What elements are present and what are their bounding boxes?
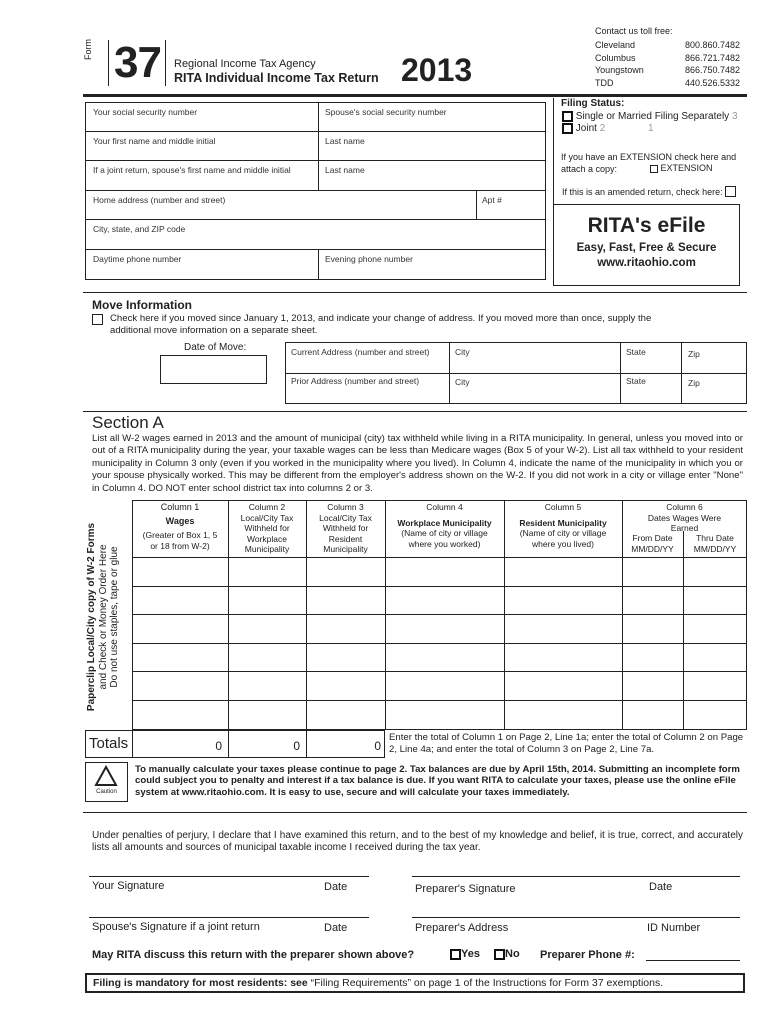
single-checkbox[interactable] [562, 111, 573, 122]
section-rule [83, 292, 747, 293]
spouse-ssn-field[interactable]: Spouse's social security number [325, 107, 447, 117]
col6-num: Column 6 [666, 502, 703, 512]
totals-note: Enter the total of Column 1 on Page 2, Line 1a; enter the total of Column 2 on Page 2, Line 4a; and enter the total of Column 3 on Page 2, Line 7a. [389, 732, 744, 755]
section-rule [83, 812, 747, 813]
caution-label: Caution [96, 789, 117, 795]
row-divider [85, 131, 546, 132]
col5-header [504, 502, 622, 549]
row-divider [285, 373, 747, 374]
preparer-phone-label: Preparer Phone #: [540, 949, 635, 961]
discuss-yes-option[interactable] [450, 948, 480, 960]
total-col2[interactable]: 0 [293, 739, 300, 753]
preparer-date-label: Date [649, 881, 673, 893]
mandatory-bold: Filing is mandatory for most residents: see [93, 977, 308, 989]
col6-from-header: From Date MM/DD/YY [631, 533, 674, 554]
side-note [86, 522, 121, 712]
col1-sub: (Greater of Box 1, 5 or 18 from W-2) [142, 530, 218, 551]
joint-checkbox[interactable] [562, 123, 573, 134]
current-zip-field[interactable]: Zip [688, 349, 700, 359]
col3-header [306, 502, 385, 555]
discuss-no-option[interactable] [494, 948, 520, 960]
date-label: Date [324, 881, 348, 893]
id-number-label: ID Number [647, 922, 701, 934]
mandatory-rest: “Filing Requirements” on page 1 of the Instructions for Form 37 exemptions. [310, 977, 664, 989]
signature-line[interactable] [89, 876, 369, 877]
col6-header [622, 502, 747, 534]
prior-zip-field[interactable]: Zip [688, 378, 700, 388]
totals-label: Totals [89, 735, 129, 752]
amended-text: If this is an amended return, check here: [562, 187, 723, 197]
section-rule [83, 411, 747, 412]
form-number-divider-right [165, 40, 166, 86]
section-a-heading: Section A [92, 413, 164, 432]
contact-phone: 866.750.7482 [685, 65, 741, 75]
city-state-zip-field[interactable]: City, state, and ZIP code [93, 224, 186, 234]
col6-thru-header: Thru Date MM/DD/YY [693, 533, 737, 554]
table-row-divider [132, 643, 747, 644]
col1-title: Wages [165, 516, 195, 526]
no-checkbox[interactable] [494, 949, 505, 960]
col-divider [318, 102, 319, 190]
preparer-phone-line[interactable] [646, 960, 740, 961]
spouse-signature-line[interactable] [89, 917, 369, 918]
date-of-move-input[interactable] [160, 355, 267, 384]
spouse-first-name-field[interactable]: If a joint return, spouse's first name and middle initial [93, 165, 291, 175]
contact-city: Cleveland [595, 40, 636, 50]
spouse-last-name-field[interactable]: Last name [325, 165, 365, 175]
col3-title: Local/City Tax Withheld for Resident Municipality [319, 512, 372, 554]
amended-checkbox[interactable] [725, 186, 736, 197]
extension-checkbox[interactable] [650, 165, 658, 173]
spouse-signature-label: Spouse's Signature if a joint return [92, 921, 260, 933]
efile-title: RITA's eFile [587, 214, 706, 237]
col4-title: Workplace Municipality [397, 517, 492, 528]
eve-phone-field[interactable]: Evening phone number [325, 254, 413, 264]
day-phone-field[interactable]: Daytime phone number [93, 254, 182, 264]
table-col-divider [683, 531, 684, 730]
col-divider [476, 190, 477, 219]
preparer-signature-label: Preparer's Signature [415, 883, 516, 895]
table-header-divider [132, 557, 747, 558]
caution-icon [94, 765, 118, 792]
current-state-field[interactable]: State [626, 347, 646, 357]
contact-phone: 440.526.5332 [685, 77, 741, 88]
single-label: Single or Married Filing Separately [575, 111, 730, 123]
contact-city: TDD [595, 77, 614, 88]
date-of-move-label: Date of Move: [184, 342, 247, 353]
yes-label: Yes [461, 948, 480, 960]
col-divider [681, 342, 682, 404]
contact-phone: 866.721.7482 [685, 52, 741, 63]
section-a-paragraph: List all W-2 wages earned in 2013 and the amount of municipal (city) tax withheld while living in a RITA municipality. In general, unless you moved into or out of a RITA municipality during the year, your taxable wages can be less than Medicare wages (Box 5 of your W-2). List all tax withheld to your resident municipality in Column 3 only (even if you worked in the municipality where you lived). In Column 4, indicate the name of the municipality in which you or your spouse physically worked. This may be different from the employer's address shown on the W-2. If you did not work in a city or village enter "None" in Column 4. DO NOT enter school district tax into columns 2 or 3. [92, 433, 743, 494]
joint-code: 2 [599, 123, 606, 135]
form-number: 37 [114, 38, 161, 87]
tax-year: 2013 [401, 52, 473, 88]
prior-state-field[interactable]: State [626, 376, 646, 386]
your-signature-label: Your Signature [92, 880, 165, 892]
form-number-divider [108, 40, 109, 86]
col4-num: Column 4 [426, 502, 463, 512]
col4-header [385, 502, 504, 549]
table-row-divider [132, 614, 747, 615]
preparer-address-label: Preparer's Address [415, 922, 509, 934]
header-rule [83, 94, 747, 97]
extension-option[interactable] [650, 163, 713, 173]
contact-heading: Contact us toll free: [595, 26, 673, 36]
perjury-statement: Under penalties of perjury, I declare that I have examined this return, and to the best of my knowledge and belief, it is true, correct, and accurately lists all amounts and sources of municipal taxable income I received during the tax year. [92, 830, 743, 853]
prior-address-field[interactable]: Prior Address (number and street) [291, 376, 420, 386]
col-divider [620, 342, 621, 404]
form-label: Form [83, 39, 93, 60]
row-divider [85, 160, 546, 161]
spouse-date-label: Date [324, 922, 348, 934]
preparer-signature-line[interactable] [412, 876, 740, 877]
single-code: 3 [731, 111, 738, 123]
preparer-address-line[interactable] [412, 917, 740, 918]
total-col3[interactable]: 0 [374, 739, 381, 753]
agency-name: Regional Income Tax Agency [174, 58, 316, 70]
side-note-line-2: and Check or Money Order Here [97, 544, 109, 690]
first-name-field[interactable]: Your first name and middle initial [93, 136, 216, 146]
discuss-question: May RITA discuss this return with the preparer shown above? [92, 949, 415, 961]
col-divider [449, 342, 450, 404]
move-text-2: additional move information on a separate sheet. [110, 325, 318, 336]
row-divider [85, 249, 546, 250]
table-row-divider [132, 700, 747, 701]
move-checkbox[interactable] [92, 314, 103, 325]
extension-label: EXTENSION [660, 163, 713, 173]
filing-single-option[interactable] [562, 111, 738, 122]
side-note-line-3: Do not use staples, tape or glue [109, 546, 120, 688]
col5-title: Resident Municipality [519, 517, 607, 528]
total-col1[interactable]: 0 [215, 739, 222, 753]
col2-header [228, 502, 306, 555]
col2-title: Local/City Tax Withheld for Workplace Municipality [240, 512, 294, 554]
table-row-divider [132, 586, 747, 587]
current-address-field[interactable]: Current Address (number and street) [291, 347, 430, 357]
move-heading: Move Information [92, 298, 193, 312]
yes-checkbox[interactable] [450, 949, 461, 960]
contact-phone: 800.860.7482 [685, 40, 741, 50]
extension-text: If you have an EXTENSION check here and attach a copy: [561, 152, 737, 174]
efile-tagline: Easy, Fast, Free & Secure [576, 242, 717, 254]
prior-city-field[interactable]: City [455, 377, 470, 387]
col3-num: Column 3 [327, 502, 364, 512]
no-label: No [505, 948, 520, 960]
current-city-field[interactable]: City [455, 347, 470, 357]
last-name-field[interactable]: Last name [325, 136, 365, 146]
contact-city: Columbus [595, 52, 636, 63]
mandatory-text [93, 977, 663, 989]
col4-sub: (Name of city or village where you worked) [401, 528, 488, 549]
col-divider [318, 249, 319, 280]
contact-list [595, 39, 745, 89]
col1-header [132, 502, 228, 552]
form-title: RITA Individual Income Tax Return [174, 71, 379, 85]
caution-text: To manually calculate your taxes please continue to page 2. Tax balances are due by April 15th, 2014. Submitting an incomplete form could subject you to penalty and interest if a tax balance is due. If you want RITA to calculate your taxes, please use the online eFile system at www.ritaohio.com. It is easy to use, secure and will calculate your taxes immediately. [135, 764, 740, 798]
table-row-divider [132, 671, 747, 672]
filing-joint-option[interactable] [562, 123, 654, 134]
col5-num: Column 5 [544, 502, 582, 512]
filing-status-heading: Filing Status: [561, 98, 625, 109]
efile-url[interactable]: www.ritaohio.com [597, 257, 696, 269]
col2-num: Column 2 [248, 502, 286, 512]
move-text-1: Check here if you moved since January 1, 2013, and indicate your change of address. If you moved more than once, supply the [110, 313, 652, 324]
ssn-field[interactable]: Your social security number [93, 107, 198, 117]
col6-title: Dates Wages Were Earned [647, 512, 722, 533]
col5-sub: (Name of city or village where you lived) [519, 528, 607, 549]
side-note-line-1: Paperclip Local/City copy of W-2 Forms [86, 522, 97, 712]
col1-num: Column 1 [160, 502, 200, 512]
contact-city: Youngstown [595, 65, 644, 75]
apt-field[interactable]: Apt # [482, 195, 502, 205]
joint-code-2: 1 [648, 123, 654, 135]
home-address-field[interactable]: Home address (number and street) [93, 195, 226, 205]
row-divider [85, 219, 546, 220]
joint-label: Joint [575, 123, 597, 135]
